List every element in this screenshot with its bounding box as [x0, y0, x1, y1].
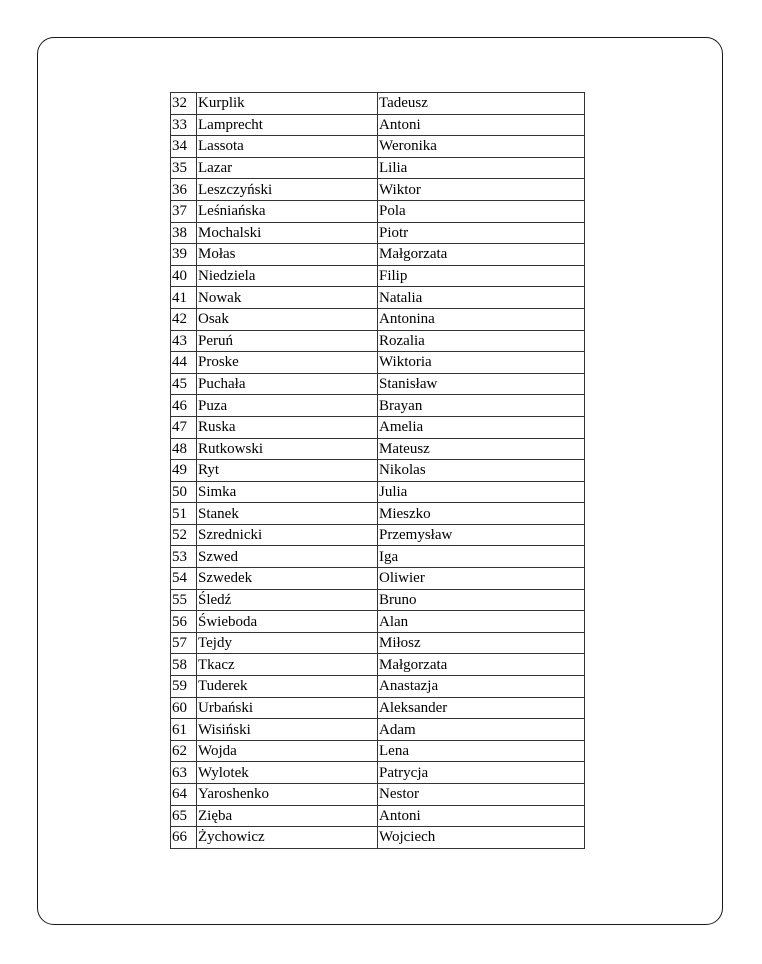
table-row: [171, 784, 585, 806]
first-name-cell: Piotr: [378, 222, 585, 244]
table-row: [171, 265, 585, 287]
row-number: 36: [171, 179, 197, 201]
first-name-cell: Bruno: [378, 589, 585, 611]
row-number: 39: [171, 244, 197, 266]
surname-cell: Wisiński: [197, 719, 378, 741]
surname-cell: Wojda: [197, 740, 378, 762]
first-name-cell: Miłosz: [378, 632, 585, 654]
row-number: 50: [171, 481, 197, 503]
row-number: 33: [171, 114, 197, 136]
surname-cell: Puza: [197, 395, 378, 417]
row-number: 47: [171, 416, 197, 438]
surname-cell: Osak: [197, 308, 378, 330]
surname-cell: Niedziela: [197, 265, 378, 287]
table-row: [171, 719, 585, 741]
first-name-cell: Przemysław: [378, 524, 585, 546]
table-row: [171, 200, 585, 222]
row-number: 35: [171, 157, 197, 179]
surname-cell: Yaroshenko: [197, 784, 378, 806]
row-number: 46: [171, 395, 197, 417]
first-name-cell: Weronika: [378, 136, 585, 158]
surname-cell: Stanek: [197, 503, 378, 525]
surname-cell: Simka: [197, 481, 378, 503]
surname-cell: Lassota: [197, 136, 378, 158]
first-name-cell: Anastazja: [378, 676, 585, 698]
surname-cell: Rutkowski: [197, 438, 378, 460]
first-name-cell: Amelia: [378, 416, 585, 438]
row-number: 45: [171, 373, 197, 395]
student-list-body: [171, 93, 585, 849]
table-row: [171, 676, 585, 698]
first-name-cell: Antonina: [378, 308, 585, 330]
row-number: 48: [171, 438, 197, 460]
first-name-cell: Patrycja: [378, 762, 585, 784]
surname-cell: Szrednicki: [197, 524, 378, 546]
row-number: 54: [171, 568, 197, 590]
row-number: 61: [171, 719, 197, 741]
table-row: [171, 762, 585, 784]
table-row: [171, 244, 585, 266]
table-row: [171, 611, 585, 633]
table-row: [171, 179, 585, 201]
surname-cell: Ruska: [197, 416, 378, 438]
first-name-cell: Mieszko: [378, 503, 585, 525]
row-number: 60: [171, 697, 197, 719]
table-row: [171, 568, 585, 590]
surname-cell: Ryt: [197, 460, 378, 482]
row-number: 58: [171, 654, 197, 676]
first-name-cell: Brayan: [378, 395, 585, 417]
row-number: 38: [171, 222, 197, 244]
row-number: 32: [171, 93, 197, 115]
table-row: [171, 395, 585, 417]
surname-cell: Tkacz: [197, 654, 378, 676]
row-number: 41: [171, 287, 197, 309]
table-row: [171, 589, 585, 611]
surname-cell: Mołas: [197, 244, 378, 266]
table-row: [171, 481, 585, 503]
surname-cell: Lazar: [197, 157, 378, 179]
surname-cell: Mochalski: [197, 222, 378, 244]
row-number: 51: [171, 503, 197, 525]
first-name-cell: Małgorzata: [378, 654, 585, 676]
row-number: 53: [171, 546, 197, 568]
surname-cell: Nowak: [197, 287, 378, 309]
row-number: 40: [171, 265, 197, 287]
table-row: [171, 114, 585, 136]
first-name-cell: Wiktor: [378, 179, 585, 201]
surname-cell: Świeboda: [197, 611, 378, 633]
first-name-cell: Wiktoria: [378, 352, 585, 374]
surname-cell: Puchała: [197, 373, 378, 395]
table-row: [171, 460, 585, 482]
row-number: 43: [171, 330, 197, 352]
first-name-cell: Wojciech: [378, 827, 585, 849]
table-row: [171, 136, 585, 158]
table-row: [171, 287, 585, 309]
table-row: [171, 308, 585, 330]
row-number: 42: [171, 308, 197, 330]
row-number: 52: [171, 524, 197, 546]
row-number: 34: [171, 136, 197, 158]
first-name-cell: Antoni: [378, 114, 585, 136]
first-name-cell: Rozalia: [378, 330, 585, 352]
row-number: 66: [171, 827, 197, 849]
surname-cell: Szwedek: [197, 568, 378, 590]
row-number: 55: [171, 589, 197, 611]
first-name-cell: Nikolas: [378, 460, 585, 482]
table-row: [171, 805, 585, 827]
first-name-cell: Pola: [378, 200, 585, 222]
surname-cell: Śledź: [197, 589, 378, 611]
surname-cell: Tuderek: [197, 676, 378, 698]
student-list-table: [170, 92, 585, 849]
first-name-cell: Nestor: [378, 784, 585, 806]
row-number: 64: [171, 784, 197, 806]
first-name-cell: Mateusz: [378, 438, 585, 460]
surname-cell: Lamprecht: [197, 114, 378, 136]
table-row: [171, 827, 585, 849]
first-name-cell: Filip: [378, 265, 585, 287]
first-name-cell: Adam: [378, 719, 585, 741]
first-name-cell: Natalia: [378, 287, 585, 309]
table-row: [171, 373, 585, 395]
table-row: [171, 330, 585, 352]
first-name-cell: Julia: [378, 481, 585, 503]
table-row: [171, 697, 585, 719]
row-number: 44: [171, 352, 197, 374]
first-name-cell: Alan: [378, 611, 585, 633]
first-name-cell: Stanisław: [378, 373, 585, 395]
table-row: [171, 438, 585, 460]
first-name-cell: Małgorzata: [378, 244, 585, 266]
first-name-cell: Antoni: [378, 805, 585, 827]
table-row: [171, 416, 585, 438]
row-number: 59: [171, 676, 197, 698]
row-number: 56: [171, 611, 197, 633]
surname-cell: Kurplik: [197, 93, 378, 115]
surname-cell: Proske: [197, 352, 378, 374]
table-row: [171, 740, 585, 762]
surname-cell: Leszczyński: [197, 179, 378, 201]
surname-cell: Wylotek: [197, 762, 378, 784]
table-row: [171, 157, 585, 179]
table-row: [171, 222, 585, 244]
table-row: [171, 503, 585, 525]
table-row: [171, 524, 585, 546]
table-row: [171, 352, 585, 374]
first-name-cell: Tadeusz: [378, 93, 585, 115]
first-name-cell: Lilia: [378, 157, 585, 179]
row-number: 37: [171, 200, 197, 222]
first-name-cell: Iga: [378, 546, 585, 568]
row-number: 65: [171, 805, 197, 827]
surname-cell: Tejdy: [197, 632, 378, 654]
first-name-cell: Aleksander: [378, 697, 585, 719]
first-name-cell: Lena: [378, 740, 585, 762]
surname-cell: Leśniańska: [197, 200, 378, 222]
row-number: 62: [171, 740, 197, 762]
row-number: 49: [171, 460, 197, 482]
row-number: 57: [171, 632, 197, 654]
table-row: [171, 632, 585, 654]
surname-cell: Zięba: [197, 805, 378, 827]
first-name-cell: Oliwier: [378, 568, 585, 590]
table-row: [171, 654, 585, 676]
surname-cell: Peruń: [197, 330, 378, 352]
surname-cell: Urbański: [197, 697, 378, 719]
table-row: [171, 546, 585, 568]
row-number: 63: [171, 762, 197, 784]
table-row: [171, 93, 585, 115]
surname-cell: Żychowicz: [197, 827, 378, 849]
surname-cell: Szwed: [197, 546, 378, 568]
